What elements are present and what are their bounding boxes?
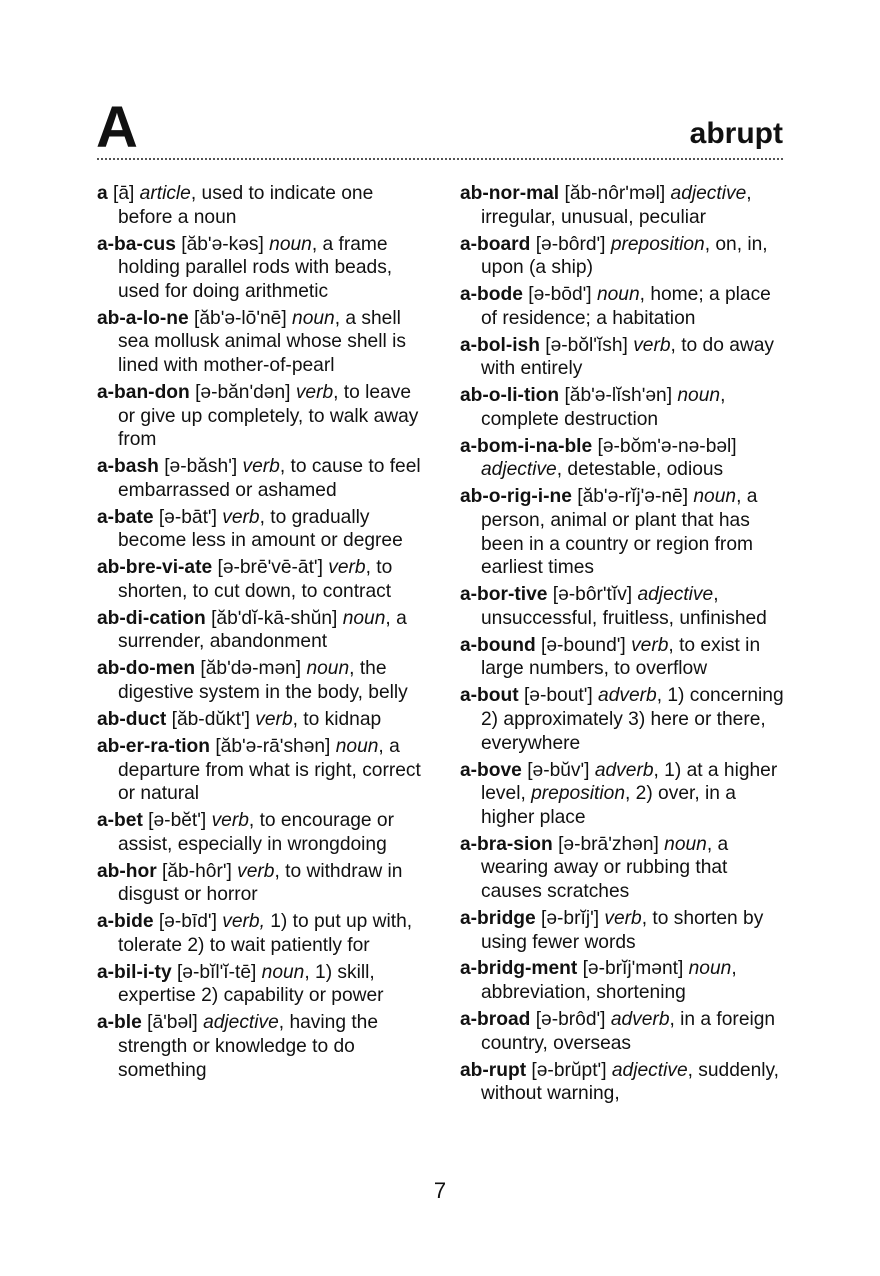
guide-word: abrupt bbox=[689, 117, 783, 150]
pronunciation: [ə-băshʹ] bbox=[158, 456, 243, 478]
part-of-speech: adjective bbox=[203, 1012, 279, 1034]
pronunciation: [ə-brāʹzhən] bbox=[552, 833, 665, 855]
dictionary-entry bbox=[460, 1008, 790, 1055]
pronunciation: [ăbʹə-lōʹnē] bbox=[188, 307, 293, 329]
pronunciation: [ə-bīdʹ] bbox=[153, 911, 223, 933]
headword: a-bom-i-na-ble bbox=[460, 435, 593, 457]
part-of-speech: preposition bbox=[610, 233, 705, 255]
dictionary-entry bbox=[460, 634, 790, 681]
definition: , irregular, unusual, peculiar bbox=[481, 183, 752, 228]
part-of-speech: verb bbox=[604, 907, 642, 929]
pronunciation: [ə-brĭjʹ] bbox=[535, 907, 605, 929]
definition: , in a foreign country, overseas bbox=[481, 1009, 776, 1054]
definition: , 1) concerning 2) approximately 3) here or there, everywhere bbox=[481, 685, 784, 754]
part-of-speech: verb bbox=[328, 557, 366, 579]
headword: a-board bbox=[460, 233, 531, 255]
definition: , to gradually become less in amount or degree bbox=[118, 506, 403, 552]
dictionary-entry bbox=[97, 182, 431, 229]
dictionary-entry bbox=[97, 455, 431, 502]
headword: ab-nor-mal bbox=[460, 183, 560, 204]
part-of-speech: verb, bbox=[222, 911, 265, 933]
dictionary-entry bbox=[460, 907, 790, 954]
definition: , to kidnap bbox=[292, 708, 382, 730]
dictionary-entry bbox=[460, 384, 790, 431]
pronunciation: [ə-bātʹ] bbox=[153, 506, 223, 528]
definition: , complete destruction bbox=[481, 385, 726, 430]
headword: a-bil-i-ty bbox=[97, 961, 172, 983]
dictionary-entry bbox=[460, 485, 790, 579]
dictionary-entry bbox=[97, 233, 431, 304]
part-of-speech: noun bbox=[596, 284, 640, 306]
pronunciation: [ə-bŭvʹ] bbox=[521, 759, 595, 781]
part-of-speech: verb bbox=[633, 334, 671, 356]
dictionary-entry bbox=[460, 182, 790, 229]
part-of-speech: noun bbox=[292, 307, 335, 329]
pronunciation: [ăbʹə-rāʹshən] bbox=[210, 735, 336, 757]
dictionary-entry bbox=[97, 708, 431, 732]
pronunciation: [ăbʹə-lĭshʹən] bbox=[559, 385, 678, 407]
headword: a-bridge bbox=[460, 907, 536, 929]
definition: , to withdraw in disgust or horror bbox=[118, 860, 403, 906]
part-of-speech: noun bbox=[664, 833, 707, 855]
left-column bbox=[97, 182, 431, 1086]
part-of-speech: noun bbox=[269, 233, 312, 255]
part-of-speech: verb bbox=[237, 860, 275, 882]
pronunciation: [ə-brŭptʹ] bbox=[526, 1059, 612, 1081]
definition: , to cause to feel embarrassed or ashamed bbox=[118, 456, 421, 501]
headword: ab-do-men bbox=[97, 658, 196, 680]
dictionary-entry bbox=[460, 233, 790, 280]
definition: , unsuccessful, fruitless, unfinished bbox=[481, 584, 767, 629]
dictionary-entry bbox=[97, 809, 431, 856]
section-letter: A bbox=[96, 95, 137, 160]
definition: , home; a place of residence; a habitation bbox=[481, 284, 771, 329]
header-dotted-rule bbox=[97, 158, 783, 160]
dictionary-entry bbox=[97, 506, 431, 553]
headword: ab-a-lo-ne bbox=[97, 307, 189, 329]
dictionary-entry bbox=[460, 684, 790, 755]
definition: , to shorten, to cut down, to contract bbox=[118, 557, 393, 602]
pronunciation: [ə-brôdʹ] bbox=[530, 1009, 611, 1031]
pronunciation: [ə-boundʹ] bbox=[535, 634, 632, 656]
pronunciation: [ə-bōdʹ] bbox=[522, 284, 597, 306]
dictionary-entry bbox=[460, 283, 790, 330]
dictionary-entry bbox=[460, 833, 790, 904]
definition: , 1) skill, expertise 2) capability or power bbox=[118, 961, 384, 1007]
dictionary-entry bbox=[97, 607, 431, 654]
definition: , a surrender, abandonment bbox=[118, 607, 407, 653]
dictionary-entry bbox=[97, 1011, 431, 1082]
part-of-speech: verb bbox=[242, 456, 280, 478]
part-of-speech: noun bbox=[335, 735, 379, 757]
part-of-speech: noun bbox=[677, 385, 721, 407]
definition: , a shell sea mollusk animal whose shell is lined with mother-of-pearl bbox=[118, 307, 406, 376]
dictionary-entry bbox=[460, 957, 790, 1004]
pronunciation: [ăbʹə-kəs] bbox=[175, 233, 270, 255]
definition: , to shorten by using fewer words bbox=[481, 907, 764, 953]
definition: , a wearing away or rubbing that causes scratches bbox=[481, 833, 729, 902]
right-column bbox=[460, 182, 790, 1109]
part-of-speech: verb bbox=[631, 634, 669, 656]
part-of-speech: noun bbox=[342, 607, 386, 629]
dictionary-entry bbox=[97, 735, 431, 806]
part-of-speech-secondary: preposition bbox=[531, 783, 625, 805]
headword: a-bor-tive bbox=[460, 584, 548, 606]
definition: , abbreviation, shortening bbox=[481, 958, 737, 1004]
pronunciation: [ā] bbox=[107, 183, 140, 204]
definition: , to leave or give up completely, to walk away from bbox=[118, 381, 419, 451]
headword: a-bove bbox=[460, 759, 522, 781]
part-of-speech: noun bbox=[306, 658, 350, 680]
headword: ab-o-li-tion bbox=[460, 385, 560, 407]
definition: , to encourage or assist, especially in wrongdoing bbox=[118, 810, 394, 855]
definition: , having the strength or knowledge to do something bbox=[118, 1012, 379, 1081]
headword: a-bet bbox=[97, 810, 143, 832]
definition: , suddenly, without warning, bbox=[481, 1059, 779, 1105]
pronunciation: [ăbʹdĭ-kā-shŭn] bbox=[205, 607, 343, 629]
headword: ab-duct bbox=[97, 708, 167, 730]
definition: , the digestive system in the body, belly bbox=[118, 658, 408, 703]
headword: a-bol-ish bbox=[460, 334, 540, 356]
part-of-speech: adjective bbox=[637, 584, 714, 606]
part-of-speech: adverb bbox=[594, 759, 654, 781]
dictionary-entry bbox=[460, 759, 790, 830]
part-of-speech: adjective bbox=[611, 1059, 688, 1081]
definition: , used to indicate one before a noun bbox=[118, 183, 374, 228]
part-of-speech: adjective bbox=[670, 183, 747, 204]
pronunciation: [ə-bănʹdən] bbox=[189, 381, 296, 403]
dictionary-entry bbox=[460, 583, 790, 630]
definition: , to do away with entirely bbox=[481, 334, 774, 380]
headword: ab-di-cation bbox=[97, 607, 206, 629]
definition: , a frame holding parallel rods with beads, used for doing arithmetic bbox=[118, 233, 393, 302]
headword: a-bridg-ment bbox=[460, 958, 578, 980]
headword: a-ban-don bbox=[97, 381, 190, 403]
pronunciation: [ə-bŏmʹə-nə-bəl] bbox=[592, 435, 737, 457]
pronunciation: [ăb-hôrʹ] bbox=[156, 860, 238, 882]
dictionary-entry bbox=[97, 961, 431, 1008]
headword: ab-bre-vi-ate bbox=[97, 557, 213, 579]
pronunciation: [ə-brēʹvē-ātʹ] bbox=[212, 557, 329, 579]
pronunciation: [ăbʹə-rĭjʹə-nē] bbox=[571, 486, 694, 508]
dictionary-entry bbox=[97, 910, 431, 957]
headword: a-ba-cus bbox=[97, 233, 176, 255]
part-of-speech: verb bbox=[211, 810, 249, 832]
pronunciation: [ăb-dŭktʹ] bbox=[166, 708, 256, 730]
pronunciation: [ə-brĭjʹmənt] bbox=[577, 958, 689, 980]
headword: a-bound bbox=[460, 634, 536, 656]
pronunciation: [āʹbəl] bbox=[141, 1012, 204, 1034]
pronunciation: [ə-bŏlʹĭsh] bbox=[539, 334, 634, 356]
headword: ab-er-ra-tion bbox=[97, 735, 210, 757]
headword: a bbox=[97, 183, 108, 204]
definition: , 1) at a higher level, bbox=[481, 759, 778, 805]
dictionary-entry bbox=[97, 556, 431, 603]
part-of-speech: adjective bbox=[481, 459, 557, 481]
part-of-speech: noun bbox=[693, 486, 737, 508]
dictionary-entry bbox=[97, 381, 431, 452]
headword: a-ble bbox=[97, 1012, 142, 1034]
headword: ab-o-rig-i-ne bbox=[460, 486, 572, 508]
definition: , a person, animal or plant that has been in a country or region from earliest times bbox=[481, 486, 758, 579]
definition: , to exist in large numbers, to overflow bbox=[481, 634, 761, 680]
headword: a-bash bbox=[97, 456, 159, 478]
part-of-speech: verb bbox=[295, 381, 334, 403]
pronunciation: [ə-bĭlʹĭ-tē] bbox=[171, 961, 262, 983]
page-number: 7 bbox=[433, 1178, 447, 1203]
headword: ab-rupt bbox=[460, 1059, 527, 1081]
part-of-speech: noun bbox=[688, 958, 732, 980]
headword: a-bode bbox=[460, 284, 523, 306]
part-of-speech: adverb bbox=[610, 1009, 670, 1031]
dictionary-entry bbox=[97, 860, 431, 907]
part-of-speech: adverb bbox=[598, 685, 657, 707]
part-of-speech: verb bbox=[255, 708, 293, 730]
headword: a-broad bbox=[460, 1009, 531, 1031]
dictionary-entry bbox=[460, 334, 790, 381]
headword: a-bide bbox=[97, 911, 154, 933]
definition: , a departure from what is right, correct or natural bbox=[118, 735, 421, 805]
definition: 1) to put up with, tolerate 2) to wait patiently for bbox=[118, 911, 413, 956]
dictionary-entry bbox=[97, 307, 431, 378]
dictionary-entry bbox=[460, 435, 790, 482]
headword: a-bate bbox=[97, 506, 154, 528]
definition-secondary: , 2) over, in a higher place bbox=[481, 783, 736, 828]
pronunciation: [ə-bôrdʹ] bbox=[530, 233, 611, 255]
part-of-speech: verb bbox=[222, 506, 260, 528]
headword: a-bout bbox=[460, 685, 519, 707]
part-of-speech: noun bbox=[261, 961, 305, 983]
definition: , on, in, upon (a ship) bbox=[481, 233, 768, 279]
definition: , detestable, odious bbox=[556, 459, 724, 481]
dictionary-entry bbox=[460, 1059, 790, 1106]
pronunciation: [ə-bôrʹtĭv] bbox=[547, 584, 638, 606]
pronunciation: [ə-boutʹ] bbox=[518, 685, 599, 707]
pronunciation: [ăbʹdə-mən] bbox=[195, 658, 307, 680]
headword: a-bra-sion bbox=[460, 833, 553, 855]
dictionary-entry bbox=[97, 657, 431, 704]
part-of-speech: article bbox=[139, 183, 191, 204]
pronunciation: [ăb-nôrʹməl] bbox=[559, 183, 671, 204]
headword: ab-hor bbox=[97, 860, 157, 882]
pronunciation: [ə-bĕtʹ] bbox=[142, 810, 212, 832]
